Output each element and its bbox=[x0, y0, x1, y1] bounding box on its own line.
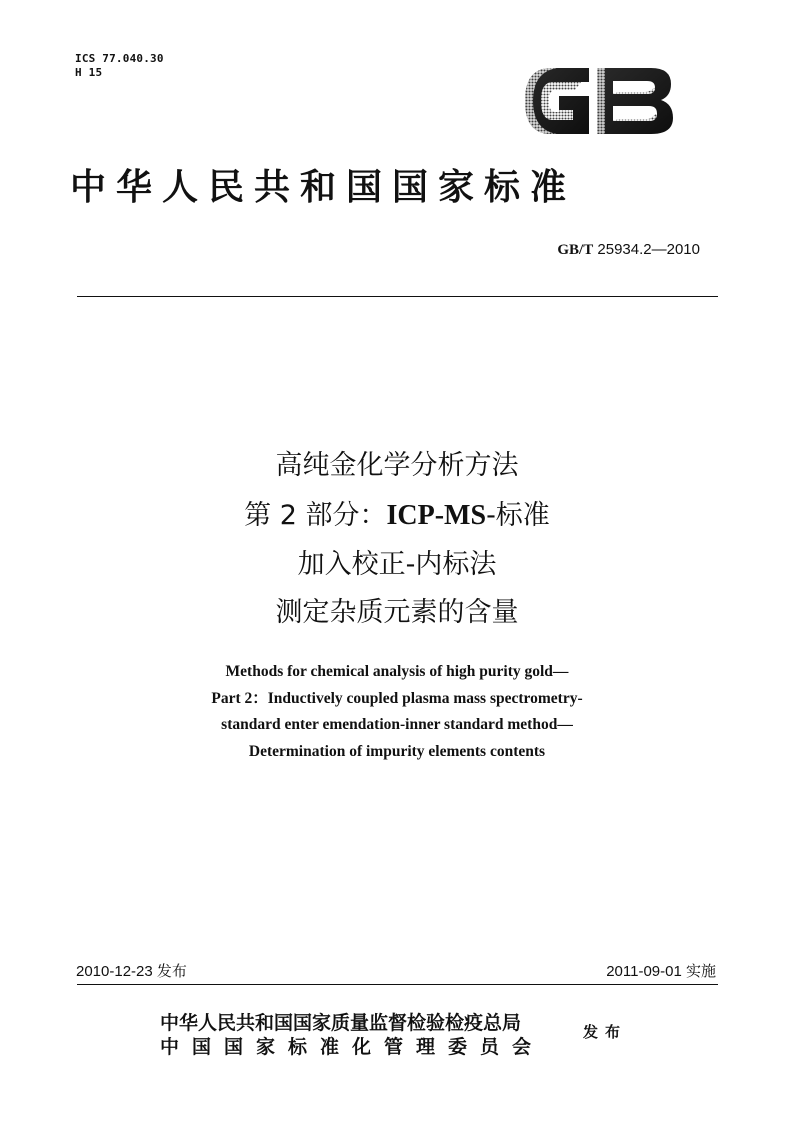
chinese-title-line-1: 高纯金化学分析方法 bbox=[275, 450, 519, 481]
issuer-aqsiq: 中华人民共和国国家质量监督检验检疫总局 bbox=[160, 1012, 522, 1034]
chinese-title-line-3: 加入校正-内标法 bbox=[297, 549, 497, 580]
ics-code: ICS 77.040.30 bbox=[75, 52, 164, 65]
issue-date: 2010-12-23 发布 bbox=[76, 963, 187, 980]
standard-number bbox=[557, 240, 700, 260]
english-title-line-3: standard enter emendation-inner standard method— bbox=[221, 716, 573, 733]
bottom-divider bbox=[77, 984, 718, 985]
classification-code: H 15 bbox=[75, 66, 103, 79]
standard-prefix: GB/T bbox=[557, 242, 594, 258]
issue-label: 发布 bbox=[583, 1023, 628, 1041]
chinese-title-line-2 bbox=[0, 498, 794, 534]
chinese-title-method: ICP-MS bbox=[386, 500, 487, 531]
english-title-line-1: Methods for chemical analysis of high purity gold— bbox=[225, 663, 569, 680]
national-standard-title: 中华人民共和国国家标准 bbox=[70, 166, 577, 208]
gb-logo bbox=[519, 60, 677, 142]
chinese-title-part-label: 第 2 部分： bbox=[244, 500, 387, 531]
chinese-title-line-4: 测定杂质元素的含量 bbox=[275, 597, 519, 628]
issuer-sac: 中国国家标准化管理委员会 bbox=[160, 1036, 545, 1058]
english-title-line-4: Determination of impurity elements contents bbox=[248, 743, 546, 760]
top-divider bbox=[77, 296, 718, 297]
standard-code: 25934.2—2010 bbox=[597, 241, 700, 258]
implementation-date: 2011-09-01 实施 bbox=[606, 963, 716, 980]
chinese-title-line-2-tail: -标准 bbox=[486, 500, 550, 531]
english-title-line-2: Part 2：Inductively coupled plasma mass spectrometry- bbox=[211, 690, 583, 707]
